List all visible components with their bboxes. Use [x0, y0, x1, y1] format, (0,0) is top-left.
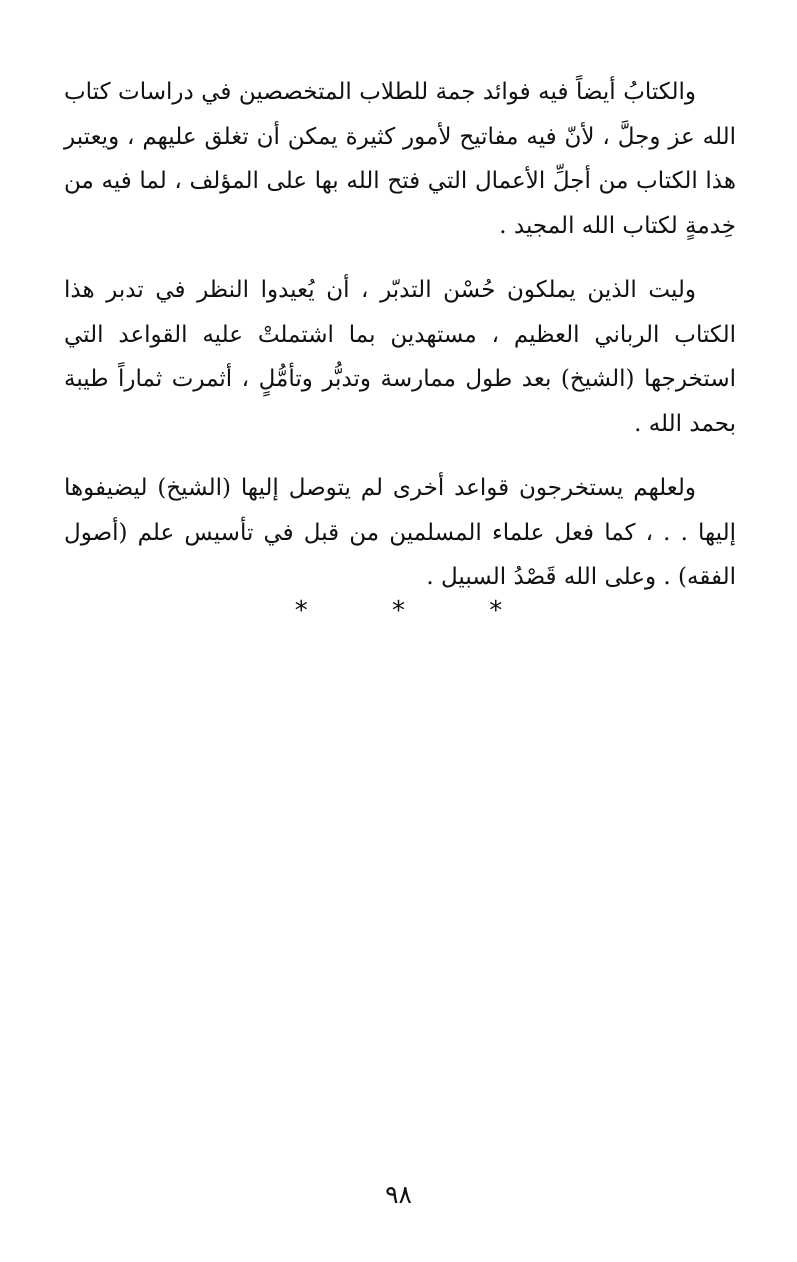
paragraph-2: وليت الذين يملكون حُسْن التدبّر ، أن يُعيدوا النظر في تدبر هذا الكتاب الرباني العظيم ، مستهدين بما اشتملتْ عليه القواعد التي استخرجها (الشيخ) بعد طول ممارسة وتدبُّر وتأمُّلٍ ، أثمرت ثماراً طيبة بحمد الله .: [64, 277, 736, 437]
body-text: [64, 70, 736, 620]
paragraph-1: والكتابُ أيضاً فيه فوائد جمة للطلاب المتخصصين في دراسات كتاب الله عز وجلَّ ، لأنّ فيه مفاتيح لأمور كثيرة يمكن أن تغلق عليهم ، ويعتبر هذا الكتاب من أجلِّ الأعمال التي فتح الله بها على المؤلف ، لما فيه من خِدمةٍ لكتاب الله المجيد .: [64, 79, 736, 239]
section-separator: * * *: [294, 596, 541, 626]
paragraph-3: ولعلهم يستخرجون قواعد أخرى لم يتوصل إليها (الشيخ) ليضيفوها إليها . . ، كما فعل علماء المسلمين من قبل في تأسيس علم (أصول الفقه) . وعلى الله قَصْدُ السبيل .: [64, 475, 736, 590]
page-number: ٩٨: [385, 1180, 412, 1209]
